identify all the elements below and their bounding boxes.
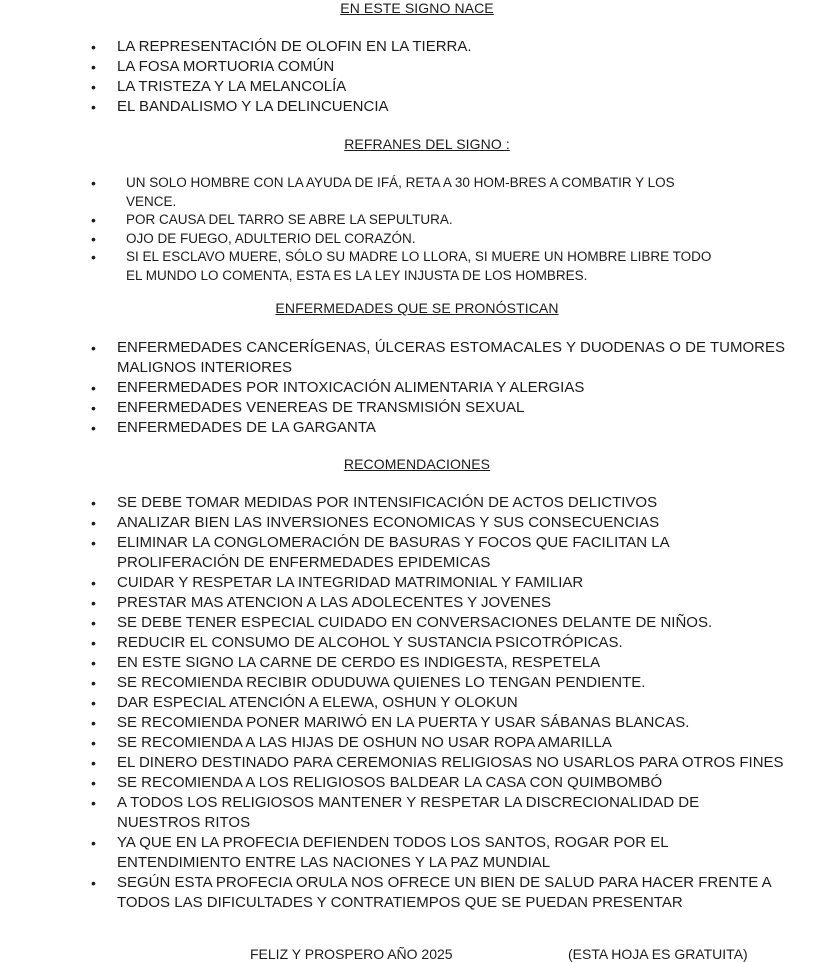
list-refranes-del-signo [126,174,716,285]
list-item: • EL BANDALISMO Y LA DELINCUENCIA [117,97,785,117]
list-item: • PRESTAR MAS ATENCION A LAS ADOLECENTES Y JOVENES [117,593,785,613]
list-item: • OJO DE FUEGO, ADULTERIO DEL CORAZÓN. [126,230,716,249]
heading-recomendaciones: RECOMENDACIONES [343,456,491,472]
heading-enfermedades: ENFERMEDADES QUE SE PRONÓSTICAN [275,300,559,316]
list-item: • YA QUE EN LA PROFECIA DEFIENDEN TODOS LOS SANTOS, ROGAR POR EL ENTENDIMIENTO ENTRE LAS NACIONES Y LA PAZ MUNDIAL [117,833,785,873]
list-item: • SE DEBE TENER ESPECIAL CUIDADO EN CONVERSACIONES DELANTE DE NIÑOS. [117,613,785,633]
heading-refranes-del-signo: REFRANES DEL SIGNO : [344,136,510,152]
list-item: • DAR ESPECIAL ATENCIÓN A ELEWA, OSHUN Y OLOKUN [117,693,785,713]
footer-greeting: FELIZ Y PROSPERO AÑO 2025 [250,946,453,962]
list-item: • ENFERMEDADES DE LA GARGANTA [117,418,785,438]
list-item: • LA REPRESENTACIÓN DE OLOFIN EN LA TIERRA. [117,37,785,57]
heading-en-este-signo-nace: EN ESTE SIGNO NACE [340,0,494,16]
list-item: • LA FOSA MORTUORIA COMÚN [117,57,785,77]
list-item: • ENFERMEDADES CANCERÍGENAS, ÚLCERAS ESTOMACALES Y DUODENAS O DE TUMORES MALIGNOS INTERIORES [117,338,785,378]
list-enfermedades [117,338,785,438]
list-en-este-signo-nace [117,37,785,117]
list-item: • SE RECOMIENDA A LAS HIJAS DE OSHUN NO USAR ROPA AMARILLA [117,733,785,753]
list-item: • SE RECOMIENDA PONER MARIWÓ EN LA PUERTA Y USAR SÁBANAS BLANCAS. [117,713,785,733]
list-item: • UN SOLO HOMBRE CON LA AYUDA DE IFÁ, RETA A 30 HOM-BRES A COMBATIR Y LOS VENCE. [126,174,716,211]
list-item: • A TODOS LOS RELIGIOSOS MANTENER Y RESPETAR LA DISCRECIONALIDAD DE NUESTROS RITOS [117,793,785,833]
list-item: • REDUCIR EL CONSUMO DE ALCOHOL Y SUSTANCIA PSICOTRÓPICAS. [117,633,785,653]
list-item: • SI EL ESCLAVO MUERE, SÓLO SU MADRE LO LLORA, SI MUERE UN HOMBRE LIBRE TODO EL MUNDO LO COMENTA, ESTA ES LA LEY INJUSTA DE LOS HOMBRES. [126,248,716,285]
list-item: • LA TRISTEZA Y LA MELANCOLÍA [117,77,785,97]
list-recomendaciones [117,493,785,913]
footer-free-note: (ESTA HOJA ES GRATUITA) [568,946,748,962]
list-item: • EN ESTE SIGNO LA CARNE DE CERDO ES INDIGESTA, RESPETELA [117,653,785,673]
list-item: • CUIDAR Y RESPETAR LA INTEGRIDAD MATRIMONIAL Y FAMILIAR [117,573,785,593]
list-item: • EL DINERO DESTINADO PARA CEREMONIAS RELIGIOSAS NO USARLOS PARA OTROS FINES [117,753,785,773]
list-item: • SE RECOMIENDA RECIBIR ODUDUWA QUIENES LO TENGAN PENDIENTE. [117,673,785,693]
list-item: • ENFERMEDADES VENEREAS DE TRANSMISIÓN SEXUAL [117,398,785,418]
list-item: • ENFERMEDADES POR INTOXICACIÓN ALIMENTARIA Y ALERGIAS [117,378,785,398]
list-item: • ANALIZAR BIEN LAS INVERSIONES ECONOMICAS Y SUS CONSECUENCIAS [117,513,785,533]
list-item: • SE RECOMIENDA A LOS RELIGIOSOS BALDEAR LA CASA CON QUIMBOMBÓ [117,773,785,793]
list-item: • SE DEBE TOMAR MEDIDAS POR INTENSIFICACIÓN DE ACTOS DELICTIVOS [117,493,785,513]
list-item: • SEGÚN ESTA PROFECIA ORULA NOS OFRECE UN BIEN DE SALUD PARA HACER FRENTE A TODOS LAS DIFICULTADES Y CONTRATIEMPOS QUE SE PUEDAN PRESENTAR [117,873,785,913]
list-item: • ELIMINAR LA CONGLOMERACIÓN DE BASURAS Y FOCOS QUE FACILITAN LA PROLIFERACIÓN DE ENFERMEDADES EPIDEMICAS [117,533,785,573]
list-item: • POR CAUSA DEL TARRO SE ABRE LA SEPULTURA. [126,211,716,230]
